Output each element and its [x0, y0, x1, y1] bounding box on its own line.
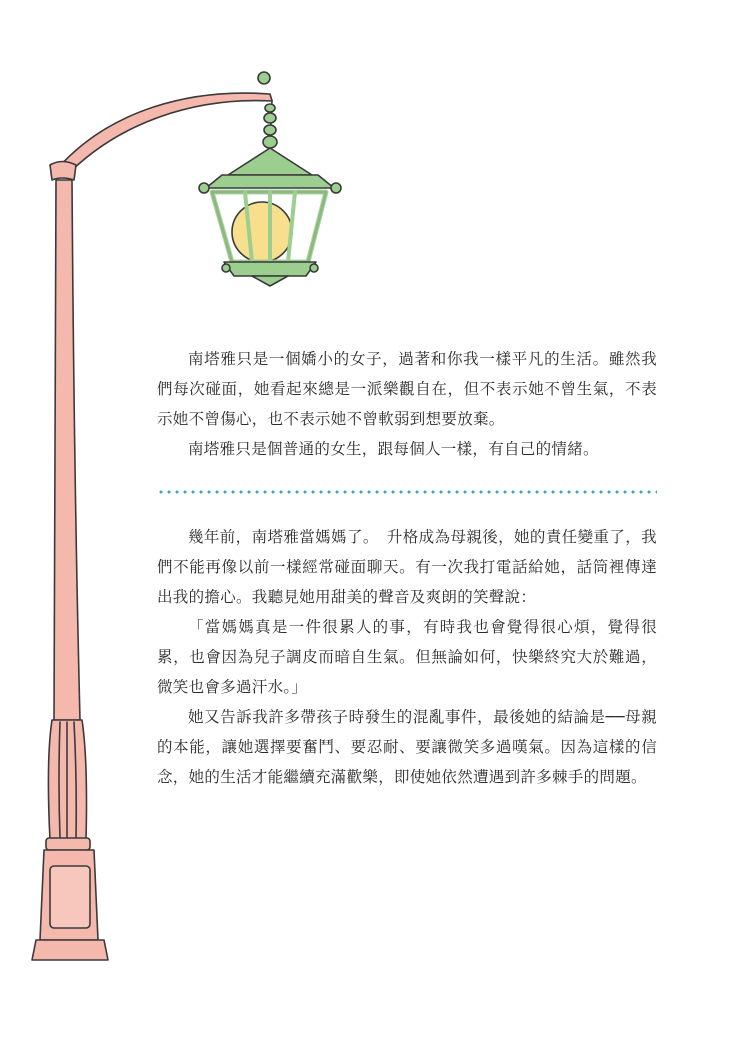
lamp-arm [58, 93, 272, 178]
section-2 [157, 522, 657, 792]
dotted-divider [157, 490, 657, 494]
lantern-roof [228, 148, 312, 175]
paragraph: 她又告訴我許多帶孩子時發生的混亂事件，最後她的結論是──母親的本能，讓她選擇要奮鬥、要忍耐、要讓微笑多過嘆氣。因為這樣的信念，她的生活才能繼續充滿歡樂，即使她依然遭遇到許多棘手的問題。 [157, 708, 657, 786]
lantern-glow [232, 202, 292, 262]
quote-paragraph: 「當媽媽真是一件很累人的事，有時我也會覺得很心煩，覺得很累，也會因為兒子調皮而暗自生氣。但無論如何，快樂終究大於難過，微笑也會多過汗水。」 [157, 618, 657, 696]
paragraph: 南塔雅只是個普通的女生，跟每個人一樣，有自己的情緒。 [188, 440, 599, 458]
paragraph: 幾年前，南塔雅當媽媽了。 升格成為母親後，她的責任變重了，我們不能再像以前一樣經常碰面聊天。有一次我打電話給她，話筒裡傳達出我的擔心。我聽見她用甜美的聲音及爽朗的笑聲說： [157, 528, 657, 606]
lamp-pole [54, 180, 80, 720]
paragraph: 南塔雅只是一個嬌小的女子，過著和你我一樣平凡的生活。雖然我們每次碰面，她看起來總是一派樂觀自在，但不表示她不曾生氣，不表示她不曾傷心，也不表示她不曾軟弱到想要放棄。 [157, 350, 657, 428]
section-1 [157, 344, 657, 464]
